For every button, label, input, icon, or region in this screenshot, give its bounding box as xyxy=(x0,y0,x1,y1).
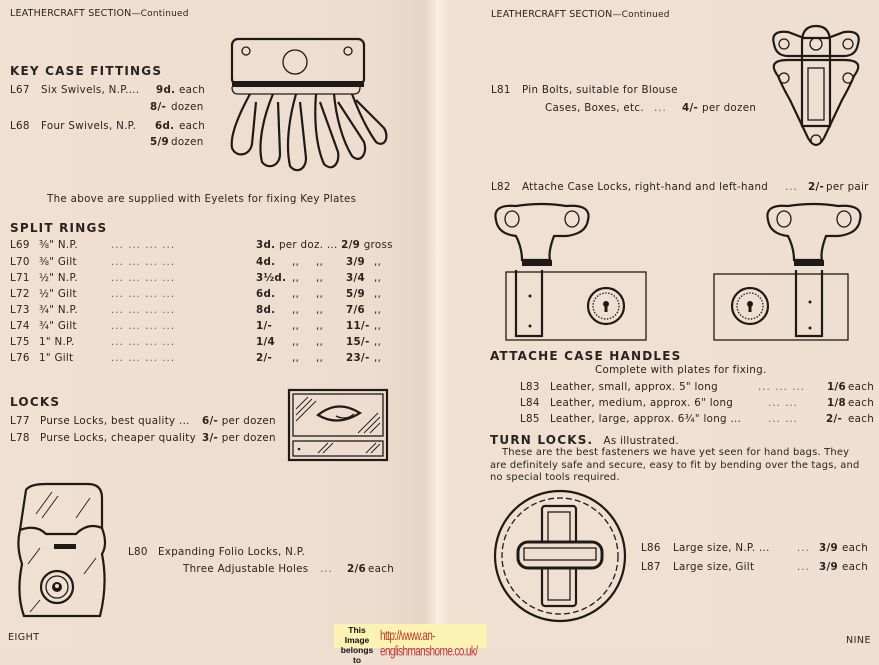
running-head-text: LEATHERCRAFT SECTION xyxy=(10,8,132,19)
item-price: 3/9 xyxy=(819,542,838,554)
row-doz-price: 3½d. xyxy=(256,272,287,284)
item-unit: each xyxy=(848,413,875,425)
row-ditto: ,, xyxy=(316,336,324,348)
item-desc: Pin Bolts, suitable for Blouse xyxy=(522,84,678,96)
handles-subheading: Complete with plates for fixing. xyxy=(595,364,767,376)
list-item xyxy=(520,397,764,409)
item-leader: ... xyxy=(785,181,798,193)
row-doz-price: 3d. xyxy=(256,239,276,251)
item-unit: per dozen xyxy=(702,102,757,114)
item-leader: ... ... xyxy=(768,397,798,409)
item-desc: Attache Case Locks, right-hand and left-hand xyxy=(522,181,769,193)
list-item xyxy=(10,432,276,444)
row-doz-price: 1/- xyxy=(256,320,273,332)
row-leader: ... ... ... ... xyxy=(111,272,176,284)
row-gross-price: 23/- xyxy=(346,352,370,364)
row-doz-price: 6d. xyxy=(256,288,276,300)
item-code: L67 xyxy=(10,84,30,96)
item-price: 1/6 xyxy=(827,381,846,393)
item-price: 6/- xyxy=(202,415,219,427)
item-desc: Large size, Gilt xyxy=(673,561,755,573)
turn-locks-heading-suffix: As illustrated. xyxy=(603,435,679,447)
row-ditto: ,, xyxy=(374,272,382,284)
row-ditto: ,, xyxy=(292,256,300,268)
item-price-dozen: 5/9 xyxy=(150,136,169,148)
item-desc: Six Swivels, N.P.... xyxy=(41,84,140,96)
running-head-left xyxy=(10,8,189,19)
item-desc: Purse Locks, cheaper quality xyxy=(40,432,196,444)
item-code: L84 xyxy=(520,397,540,409)
running-head-right xyxy=(491,9,670,20)
locks-heading: LOCKS xyxy=(10,395,61,409)
row-code: L72 xyxy=(10,288,30,300)
item-price: 3/- xyxy=(202,432,219,444)
turn-locks-paragraph-line: are definitely safe and secure, easy to fit by bending over the tags, and xyxy=(490,460,860,471)
item-unit: each xyxy=(848,397,875,409)
table-row xyxy=(10,304,381,316)
row-code: L73 xyxy=(10,304,30,316)
running-head-suffix: —Continued xyxy=(612,10,670,20)
row-code: L74 xyxy=(10,320,30,332)
turn-locks-paragraph-line: These are the best fasteners we have yet seen for hand bags. They xyxy=(502,447,850,458)
turn-locks-paragraph-line: no special tools required. xyxy=(490,472,620,483)
row-leader: ... ... ... ... xyxy=(111,304,176,316)
row-size: 1" N.P. xyxy=(39,336,75,348)
item-unit: each xyxy=(179,84,206,96)
turn-locks-heading: TURN LOCKS. xyxy=(490,433,594,447)
row-gross-price: 15/- xyxy=(346,336,370,348)
item-leader: ... xyxy=(797,561,810,573)
row-leader: ... ... ... ... xyxy=(111,256,176,268)
row-ditto: ,, xyxy=(316,304,324,316)
split-rings-heading: SPLIT RINGS xyxy=(10,221,108,235)
row-size: ⅜" N.P. xyxy=(39,239,78,251)
row-gross-price: 7/6 xyxy=(346,304,365,316)
row-code: L75 xyxy=(10,336,30,348)
pin-bolt-illustration xyxy=(766,26,866,166)
row-ditto: ,, xyxy=(374,304,382,316)
item-code: L80 xyxy=(128,546,148,558)
item-unit: per dozen xyxy=(221,415,276,427)
row-size: ⅜" Gilt xyxy=(39,256,77,268)
item-unit: per pair xyxy=(826,181,869,193)
item-desc-line2: Three Adjustable Holes xyxy=(183,563,309,575)
item-desc: Leather, medium, approx. 6" long xyxy=(550,397,734,409)
list-item xyxy=(10,415,276,427)
row-gross: gross xyxy=(363,239,393,251)
item-unit: per dozen xyxy=(221,432,276,444)
row-gross-price: 2/9 xyxy=(341,239,361,251)
item-unit: each xyxy=(368,563,395,575)
row-ditto: ,, xyxy=(316,256,324,268)
item-desc: Leather, large, approx. 6¾" long ... xyxy=(550,413,742,425)
attache-lock-left-hand-illustration xyxy=(712,202,872,344)
row-doz-price: 4d. xyxy=(256,256,276,268)
item-code: L86 xyxy=(641,542,661,554)
row-ditto: ,, xyxy=(374,288,382,300)
row-sep: ... xyxy=(326,239,338,251)
item-price: 3/9 xyxy=(819,561,838,573)
attache-lock-right-hand-illustration xyxy=(492,202,652,344)
key-case-note: The above are supplied with Eyelets for fixing Key Plates xyxy=(47,193,357,205)
row-size: ½" Gilt xyxy=(39,288,77,300)
row-gross-price: 3/4 xyxy=(346,272,365,284)
item-desc: Four Swivels, N.P. xyxy=(41,120,137,132)
watermark-line2: belongs to xyxy=(340,645,374,665)
item-code: L81 xyxy=(491,84,511,96)
row-gross-price: 3/9 xyxy=(346,256,365,268)
purse-lock-illustration xyxy=(288,389,388,461)
item-desc: Purse Locks, best quality ... xyxy=(40,415,190,427)
row-code: L76 xyxy=(10,352,30,364)
folio-lock-illustration xyxy=(16,484,106,622)
row-ditto: ,, xyxy=(374,320,382,332)
row-ditto: ,, xyxy=(374,336,382,348)
table-row xyxy=(10,256,381,268)
row-leader: ... ... ... ... xyxy=(111,352,176,364)
row-ditto: ,, xyxy=(374,352,382,364)
list-item xyxy=(520,381,764,393)
watermark-line1: This Image xyxy=(344,625,370,645)
row-code: L71 xyxy=(10,272,30,284)
row-ditto: ,, xyxy=(292,336,300,348)
item-desc: Expanding Folio Locks, N.P. xyxy=(158,546,306,558)
item-unit: each xyxy=(179,120,206,132)
row-size: ¾" N.P. xyxy=(39,304,78,316)
page-number-right: NINE xyxy=(846,635,872,646)
row-gross-price: 5/9 xyxy=(346,288,365,300)
item-code: L85 xyxy=(520,413,540,425)
row-size: ¾" Gilt xyxy=(39,320,77,332)
item-leader: ... ... xyxy=(768,413,798,425)
list-item xyxy=(641,542,868,554)
item-code: L83 xyxy=(520,381,540,393)
row-ditto: ,, xyxy=(316,288,324,300)
row-doz-price: 8d. xyxy=(256,304,276,316)
table-row xyxy=(10,272,381,284)
item-desc-line2: Cases, Boxes, etc. xyxy=(545,102,644,114)
row-ditto: ,, xyxy=(374,256,382,268)
row-ditto: ,, xyxy=(316,272,324,284)
table-row xyxy=(10,352,381,364)
item-code: L87 xyxy=(641,561,661,573)
watermark-banner xyxy=(334,624,487,665)
handles-heading: ATTACHE CASE HANDLES xyxy=(490,349,682,363)
row-gross-price: 11/- xyxy=(346,320,370,332)
watermark-url: http://www.an-englishmanshome.co.uk/ xyxy=(380,629,478,660)
item-desc: Leather, small, approx. 5" long xyxy=(550,381,718,393)
row-ditto: ,, xyxy=(292,304,300,316)
table-row xyxy=(10,239,393,251)
page-number-left: EIGHT xyxy=(8,632,40,643)
list-item xyxy=(520,413,764,425)
row-ditto: ,, xyxy=(292,352,300,364)
item-code: L78 xyxy=(10,432,30,444)
item-code: L77 xyxy=(10,415,30,427)
item-price: 1/8 xyxy=(827,397,846,409)
row-code: L70 xyxy=(10,256,30,268)
row-ditto: ,, xyxy=(292,288,300,300)
item-code: L82 xyxy=(491,181,511,193)
row-doz-price: 1/4 xyxy=(256,336,275,348)
list-item xyxy=(641,561,868,573)
row-ditto: ,, xyxy=(292,272,300,284)
item-desc: Large size, N.P. ... xyxy=(673,542,770,554)
table-row xyxy=(10,320,381,332)
item-unit-dozen: dozen xyxy=(171,136,204,148)
item-price: 2/- xyxy=(826,413,843,425)
item-unit: each xyxy=(848,381,875,393)
table-row xyxy=(10,288,381,300)
row-leader: ... ... ... ... xyxy=(111,336,176,348)
row-size: ½" N.P. xyxy=(39,272,78,284)
item-price: 9d. xyxy=(156,84,176,96)
row-ditto: ,, xyxy=(316,320,324,332)
row-ditto: ,, xyxy=(292,320,300,332)
key-case-heading: KEY CASE FITTINGS xyxy=(10,64,163,78)
item-leader: ... xyxy=(797,542,810,554)
row-leader: ... ... ... ... xyxy=(111,320,176,332)
running-head-text: LEATHERCRAFT SECTION xyxy=(491,9,613,20)
turn-lock-illustration xyxy=(492,488,628,624)
item-unit: each xyxy=(842,561,869,573)
key-case-fitting-illustration xyxy=(228,36,388,186)
watermark-text xyxy=(338,625,376,665)
running-head-suffix: —Continued xyxy=(131,9,189,19)
item-price: 6d. xyxy=(155,120,175,132)
item-unit-dozen: dozen xyxy=(171,101,204,113)
row-per: per doz. xyxy=(278,239,324,251)
item-price-dozen: 8/- xyxy=(150,101,167,113)
item-leader: ... xyxy=(320,563,333,575)
row-size: 1" Gilt xyxy=(39,352,74,364)
row-ditto: ,, xyxy=(316,352,324,364)
row-code: L69 xyxy=(10,239,30,251)
table-row xyxy=(10,336,381,348)
item-price: 2/- xyxy=(808,181,825,193)
row-doz-price: 2/- xyxy=(256,352,273,364)
item-leader: ... ... ... xyxy=(758,381,806,393)
turn-locks-header xyxy=(490,429,679,448)
item-price: 2/6 xyxy=(347,563,366,575)
item-code: L68 xyxy=(10,120,30,132)
row-leader: ... ... ... ... xyxy=(111,288,176,300)
row-leader: ... ... ... ... xyxy=(111,239,176,251)
item-leader: ... xyxy=(654,102,667,114)
item-unit: each xyxy=(842,542,869,554)
item-price: 4/- xyxy=(682,102,699,114)
